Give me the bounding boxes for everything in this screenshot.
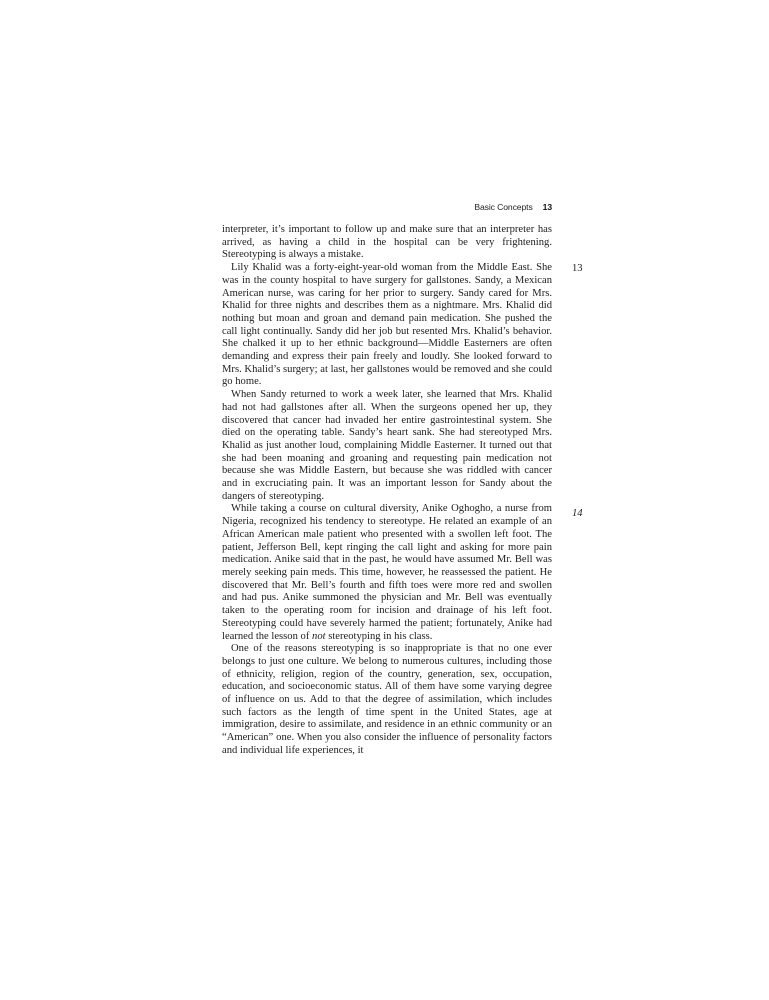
paragraph-text: While taking a course on cultural diversity, Anike Oghogho, a nurse from Nigeria, recognized his tendency to stereotype. He related an example of an African American male patient who presented with a swollen left foot. The patient, Jefferson Bell, kept ringing the call light and asking for more pain medication. Anike said that in the past, he would have assumed Mr. Bell was merely seeking pain meds. This time, however, he reassessed the patient. He discovered that Mr. Bell’s fourth and fifth toes were more red and swollen and had pus. Anike summoned the physician and Mr. Bell was eventually taken to the operating room for incision and drainage of his left foot. Stereotyping could have severely harmed the patient; fortunately, Anike had learned the lesson of bbox=[222, 503, 552, 642]
emphasis-text: not bbox=[312, 630, 326, 642]
margin-page-marker: 13 bbox=[572, 263, 583, 274]
paragraph-multiple-cultures: One of the reasons stereotyping is so inappropriate is that no one ever belongs to just one culture. We belong to numerous cultures, including those of ethnicity, religion, region of the country, generation, sex, occupation, education, and socioeconomic status. All of them have some varying degree of influence on us. Add to that the degree of assimilation, which includes such factors as the length of time spent in the United States, age at immigration, desire to assimilate, and residence in an ethnic community or an “American” one. When you also consider the influence of personality factors and individual life experiences, it bbox=[222, 643, 552, 756]
running-head-section: Basic Concepts bbox=[474, 202, 533, 212]
paragraph-lily-khalid: Lily Khalid was a forty-eight-year-old woman from the Middle East. She was in the county hospital to have surgery for gallstones. Sandy, a Mexican American nurse, was caring for her prior to surgery. Sandy cared for Mrs. Khalid for three nights and describes them as a nightmare. Mrs. Khalid did nothing but moan and groan and demand pain medication. She pushed the call light continually. Sandy did her job but resented Mrs. Khalid’s behavior. She chalked it up to her ethnic background—Middle Easterners are often demanding and express their pain freely and loudly. She looked forward to Mrs. Khalid’s surgery; at last, her gallstones would be removed and she could go home. bbox=[222, 262, 552, 388]
body-text bbox=[222, 224, 552, 758]
running-head bbox=[222, 201, 552, 213]
page-number: 13 bbox=[542, 202, 552, 212]
paragraph-continued: interpreter, it’s important to follow up and make sure that an interpreter has arrived, as having a child in the hospital can be very frightening. Stereotyping is always a mistake. bbox=[222, 224, 552, 261]
margin-page-marker: 14 bbox=[572, 508, 583, 519]
paragraph-anike-oghogho bbox=[222, 503, 552, 643]
paragraph-text: stereotyping in his class. bbox=[325, 630, 433, 642]
paragraph-sandy-returned: When Sandy returned to work a week later, she learned that Mrs. Khalid had not had gallstones after all. When the surgeons opened her up, they discovered that cancer had invaded her entire gastrointestinal system. She died on the operating table. Sandy’s heart sank. She had stereotyped Mrs. Khalid as just another loud, complaining Middle Easterner. It turned out that she had been moaning and groaning and requesting pain medication not because she was Middle Eastern, but because she was riddled with cancer and in excruciating pain. It was an important lesson for Sandy about the dangers of stereotyping. bbox=[222, 389, 552, 502]
